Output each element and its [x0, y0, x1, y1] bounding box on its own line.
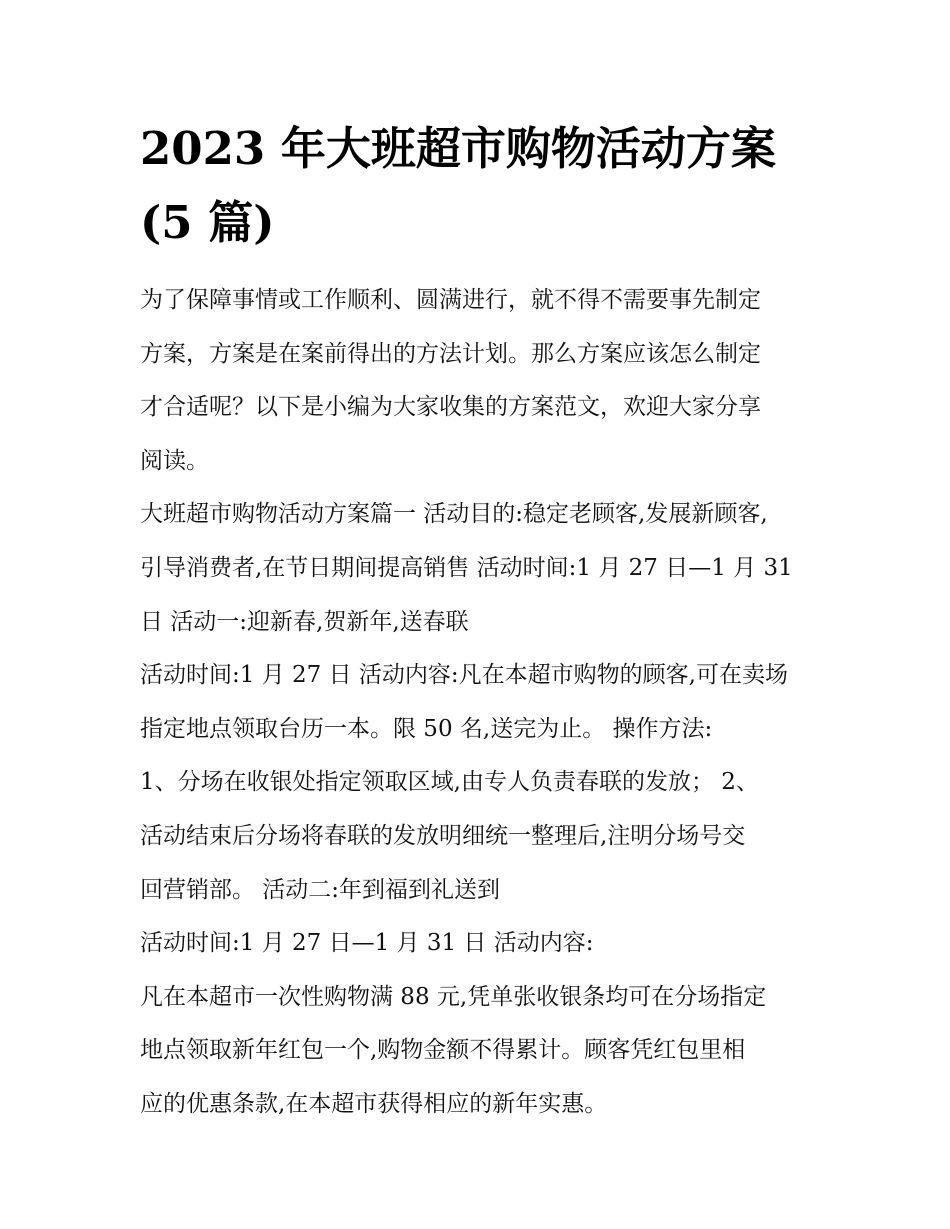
- body-line: 阅读。: [140, 447, 209, 474]
- body-line: 活动时间:1 月 27 日—1 月 31 日 活动内容:: [140, 930, 594, 957]
- body-line: 才合适呢？以下是小编为大家收集的方案范文，欢迎大家分享: [140, 394, 761, 421]
- body-line: 引导消费者,在节日期间提高销售 活动时间:1 月 27 日—1 月 31: [140, 554, 793, 581]
- document-title: [140, 112, 812, 260]
- title-line-2: (5 篇): [140, 196, 275, 249]
- document-body: [140, 274, 812, 1132]
- body-line: 日 活动一:迎新春,贺新年,送春联: [140, 608, 469, 635]
- document-page: [140, 112, 812, 1132]
- body-line: 活动结束后分场将春联的发放明细统一整理后,注明分场号交: [140, 822, 746, 849]
- body-line: 指定地点领取台历一本。限 50 名,送完为止。 操作方法:: [140, 715, 713, 742]
- body-line: 凡在本超市一次性购物满 88 元,凭单张收银条均可在分场指定: [140, 983, 767, 1010]
- body-line: 大班超市购物活动方案篇一 活动目的:稳定老顾客,发展新顾客,: [140, 501, 768, 528]
- body-line: 回营销部。 活动二:年到福到礼送到: [140, 876, 501, 903]
- body-line: 方案，方案是在案前得出的方法计划。那么方案应该怎么制定: [140, 340, 761, 367]
- body-line: 1、分场在收银处指定领取区域,由专人负责春联的发放； 2、: [140, 769, 759, 796]
- body-line: 活动时间:1 月 27 日 活动内容:凡在本超市购物的顾客,可在卖场: [140, 662, 788, 689]
- body-line: 地点领取新年红包一个,购物金额不得累计。顾客凭红包里相: [140, 1037, 746, 1064]
- body-line: 应的优惠条款,在本超市获得相应的新年实惠。: [140, 1090, 608, 1117]
- body-line: 为了保障事情或工作顺利、圆满进行，就不得不需要事先制定: [140, 287, 761, 313]
- title-line-1: 2023 年大班超市购物活动方案: [140, 122, 776, 175]
